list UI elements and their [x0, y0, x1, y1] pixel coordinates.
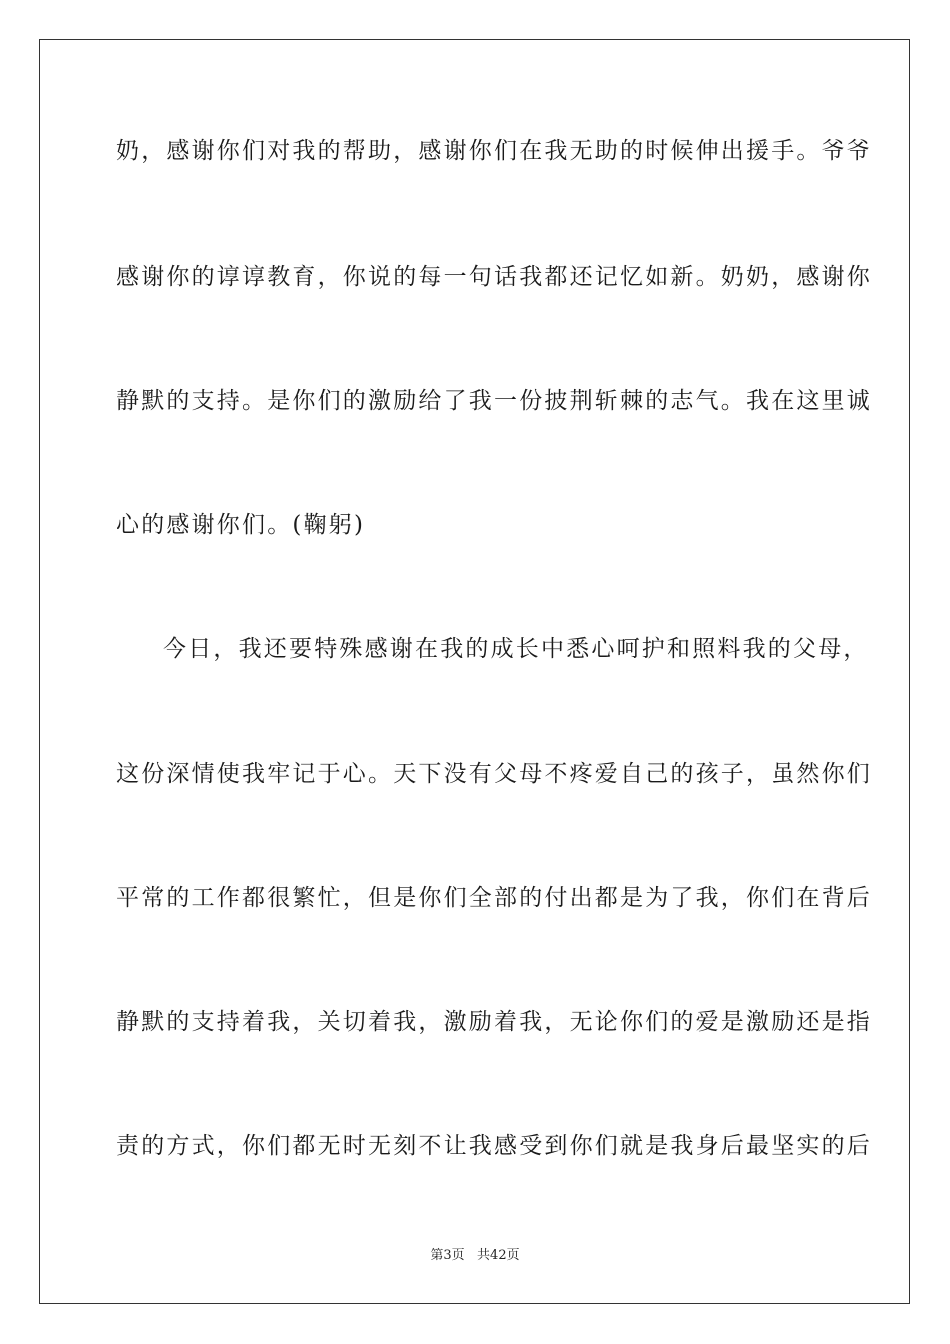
- text-line-9: 责的方式，你们都无时无刻不让我感受到你们就是我身后最坚实的后: [116, 1133, 872, 1159]
- page-border: [39, 39, 910, 1304]
- paragraph-start-line: 今日，我还要特殊感谢在我的成长中悉心呵护和照料我的父母，: [163, 636, 869, 662]
- text-line-7: 平常的工作都很繁忙，但是你们全部的付出都是为了我，你们在背后: [116, 885, 872, 911]
- text-line-6: 这份深情使我牢记于心。天下没有父母不疼爱自己的孩子，虽然你们: [116, 761, 872, 787]
- text-line-4: 心的感谢你们。(鞠躬): [116, 512, 366, 538]
- text-line-2: 感谢你的谆谆教育，你说的每一句话我都还记忆如新。奶奶，感谢你: [116, 264, 872, 290]
- text-line-3: 静默的支持。是你们的激励给了我一份披荆斩棘的志气。我在这里诚: [116, 388, 872, 414]
- page-number-footer: 第3页 共42页: [430, 1248, 520, 1263]
- text-line-1: 奶，感谢你们对我的帮助，感谢你们在我无助的时候伸出援手。爷爷: [116, 138, 872, 164]
- text-line-8: 静默的支持着我，关切着我，激励着我，无论你们的爱是激励还是指: [116, 1009, 872, 1035]
